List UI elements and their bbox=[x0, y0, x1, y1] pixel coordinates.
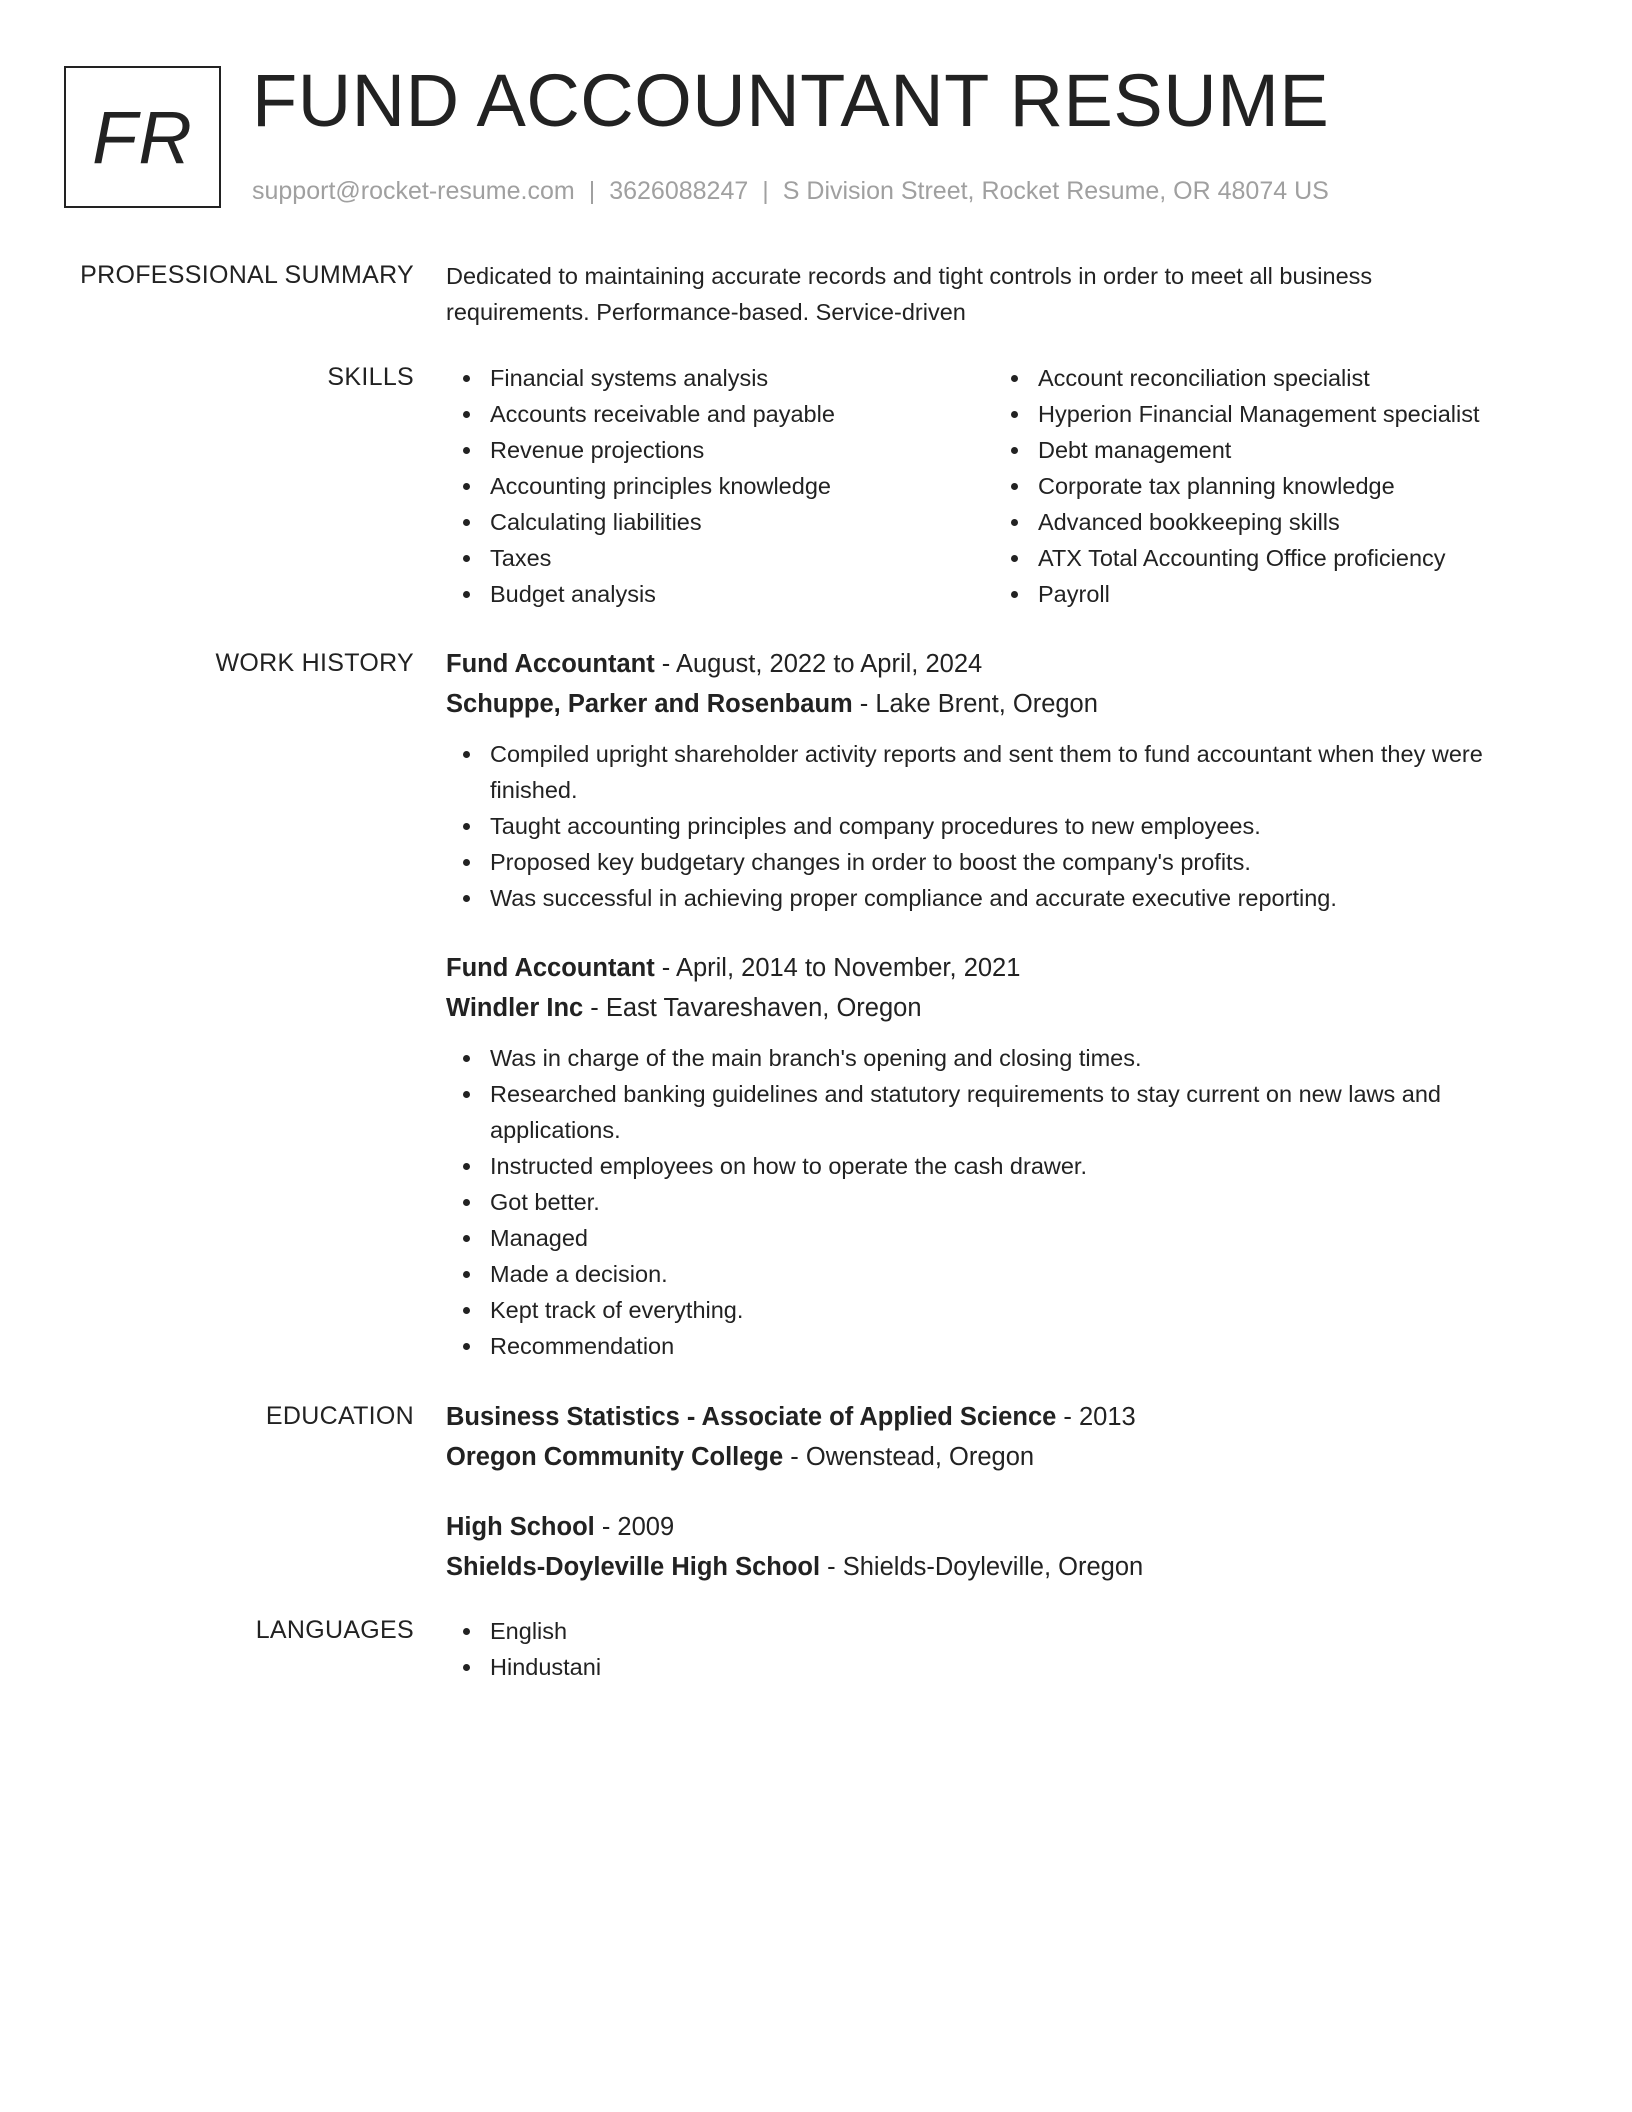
education-school-line bbox=[446, 1437, 1546, 1477]
job-title-line bbox=[446, 644, 1546, 684]
contact-line bbox=[252, 174, 1329, 208]
job-title: Fund Accountant bbox=[446, 954, 655, 982]
job-duties-list bbox=[446, 1040, 1546, 1364]
job-company-line bbox=[446, 684, 1546, 724]
section-label-work-history: WORK HISTORY bbox=[215, 649, 414, 677]
job-duty: Proposed key budgetary changes in order to boost the company's profits. bbox=[446, 844, 1546, 880]
education-entry bbox=[446, 1397, 1546, 1477]
job-duties-list bbox=[446, 736, 1546, 916]
skill-item: Accounting principles knowledge bbox=[446, 468, 994, 504]
skill-item: Account reconciliation specialist bbox=[994, 360, 1542, 396]
education-location: - Shields-Doyleville, Oregon bbox=[820, 1553, 1144, 1581]
skill-item: Advanced bookkeeping skills bbox=[994, 504, 1542, 540]
job-company-line bbox=[446, 988, 1546, 1028]
job-dates: - August, 2022 to April, 2024 bbox=[654, 650, 983, 678]
contact-address: S Division Street, Rocket Resume, OR 48074 US bbox=[782, 177, 1329, 205]
education-year: - 2009 bbox=[594, 1513, 675, 1541]
languages-list bbox=[446, 1613, 1546, 1685]
monogram-box bbox=[64, 66, 221, 208]
skill-item: Debt management bbox=[994, 432, 1542, 468]
education-degree: High School bbox=[446, 1513, 595, 1541]
job-company: Windler Inc bbox=[446, 994, 584, 1022]
education-degree-line bbox=[446, 1397, 1546, 1437]
skill-item: ATX Total Accounting Office proficiency bbox=[994, 540, 1542, 576]
contact-email[interactable]: support@rocket-resume.com bbox=[252, 177, 575, 205]
education-degree-line bbox=[446, 1507, 1546, 1547]
job-company: Schuppe, Parker and Rosenbaum bbox=[446, 690, 853, 718]
skill-item: Financial systems analysis bbox=[446, 360, 994, 396]
job-duty: Researched banking guidelines and statutory requirements to stay current on new laws and applications. bbox=[446, 1076, 1546, 1148]
education-school-line bbox=[446, 1547, 1546, 1587]
education-school: Oregon Community College bbox=[446, 1443, 784, 1471]
section-label-summary: PROFESSIONAL SUMMARY bbox=[80, 261, 414, 289]
contact-separator: | bbox=[762, 177, 769, 205]
education-school: Shields-Doyleville High School bbox=[446, 1553, 821, 1581]
education-entry bbox=[446, 1507, 1546, 1587]
skills-list-right bbox=[994, 360, 1542, 612]
job-duty: Managed bbox=[446, 1220, 1546, 1256]
job-entry bbox=[446, 948, 1546, 1364]
language-item: Hindustani bbox=[446, 1649, 1546, 1685]
section-label-education: EDUCATION bbox=[265, 1402, 414, 1430]
section-label-skills: SKILLS bbox=[327, 363, 414, 391]
education-location: - Owenstead, Oregon bbox=[783, 1443, 1035, 1471]
summary-text: Dedicated to maintaining accurate records and tight controls in order to meet all business requirements. Performance-based. Service-driven bbox=[446, 263, 1373, 325]
job-duty: Compiled upright shareholder activity reports and sent them to fund accountant when they were finished. bbox=[446, 736, 1546, 808]
skill-item: Budget analysis bbox=[446, 576, 994, 612]
skill-item: Hyperion Financial Management specialist bbox=[994, 396, 1542, 432]
skill-item: Corporate tax planning knowledge bbox=[994, 468, 1542, 504]
job-dates: - April, 2014 to November, 2021 bbox=[654, 954, 1021, 982]
resume-title: FUND ACCOUNTANT RESUME bbox=[252, 59, 1330, 142]
skill-item: Payroll bbox=[994, 576, 1542, 612]
language-item: English bbox=[446, 1613, 1546, 1649]
education-degree: Business Statistics - Associate of Applied Science bbox=[446, 1403, 1057, 1431]
education-body bbox=[446, 1397, 1546, 1587]
monogram-initials: FR bbox=[92, 95, 193, 179]
section-label-languages: LANGUAGES bbox=[255, 1616, 414, 1644]
skill-item: Revenue projections bbox=[446, 432, 994, 468]
skill-item: Taxes bbox=[446, 540, 994, 576]
education-year: - 2013 bbox=[1056, 1403, 1136, 1431]
contact-separator: | bbox=[588, 177, 596, 205]
languages-body bbox=[446, 1613, 1546, 1685]
job-duty: Made a decision. bbox=[446, 1256, 1546, 1292]
job-duty: Got better. bbox=[446, 1184, 1546, 1220]
job-location: - Lake Brent, Oregon bbox=[852, 690, 1098, 718]
job-duty: Instructed employees on how to operate the cash drawer. bbox=[446, 1148, 1546, 1184]
job-duty: Was in charge of the main branch's opening and closing times. bbox=[446, 1040, 1546, 1076]
job-duty: Recommendation bbox=[446, 1328, 1546, 1364]
summary-body bbox=[446, 258, 1456, 330]
job-entry bbox=[446, 644, 1546, 916]
job-duty: Taught accounting principles and company procedures to new employees. bbox=[446, 808, 1546, 844]
work-history-body bbox=[446, 644, 1546, 1364]
job-duty: Kept track of everything. bbox=[446, 1292, 1546, 1328]
contact-phone[interactable]: 3626088247 bbox=[609, 177, 749, 205]
skills-list-left bbox=[446, 360, 994, 612]
skills-body bbox=[446, 360, 1546, 612]
job-title-line bbox=[446, 948, 1546, 988]
job-duty: Was successful in achieving proper compliance and accurate executive reporting. bbox=[446, 880, 1546, 916]
job-location: - East Tavareshaven, Oregon bbox=[583, 994, 922, 1022]
skill-item: Calculating liabilities bbox=[446, 504, 994, 540]
job-title: Fund Accountant bbox=[446, 650, 655, 678]
skill-item: Accounts receivable and payable bbox=[446, 396, 994, 432]
